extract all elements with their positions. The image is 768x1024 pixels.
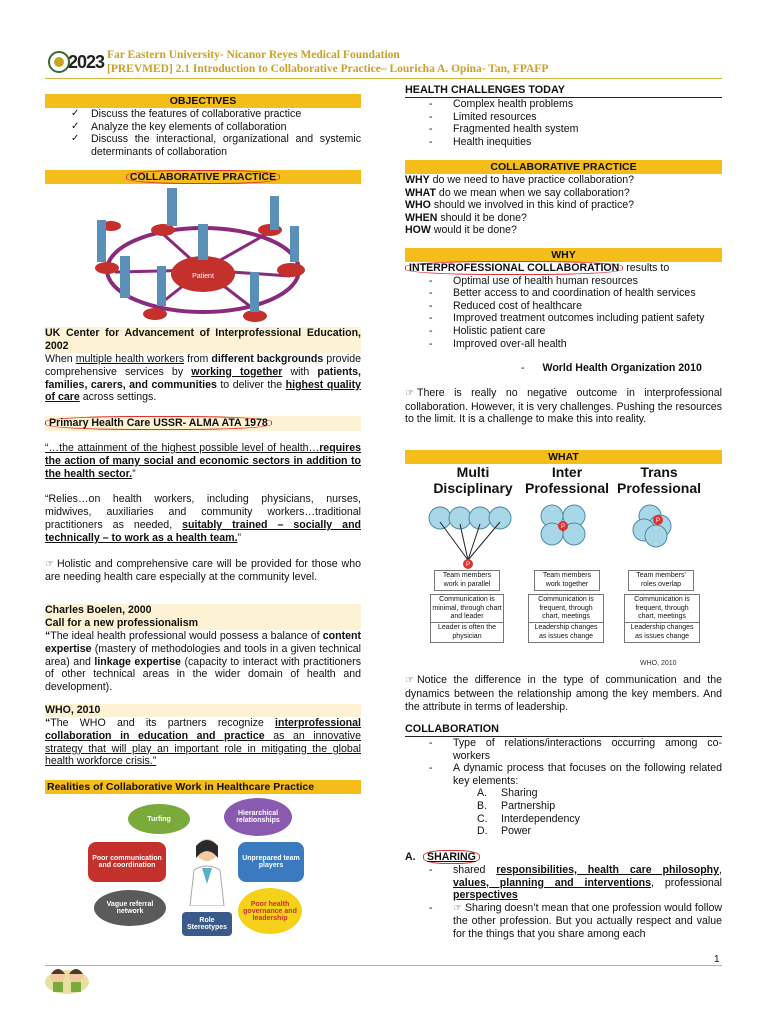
collaboration-title: COLLABORATION	[405, 723, 722, 737]
collab-question: WHY do we need to have practice collaboration?	[405, 174, 635, 186]
what-col-inter-heading: Inter Professional	[524, 464, 610, 496]
header-line-2: [PREVMED] 2.1 Introduction to Collaborative Practice– Louricha A. Opina- Tan, FPAFP	[107, 63, 549, 75]
why-item: - Reduced cost of healthcare	[405, 300, 722, 313]
what-box: Leadership changes as issues change	[528, 622, 604, 643]
what-box: Team members work together	[534, 570, 600, 591]
what-title: WHAT	[405, 450, 722, 464]
header-line-1: Far Eastern University- Nicanor Reyes Medical Foundation	[107, 49, 400, 61]
sharing-item: - shared responsibilities, health care philosophy, values, planning and interventions, professional perspectives	[405, 864, 722, 902]
what-box: Communication is frequent, through chart, meetings	[624, 594, 700, 624]
why-item: - Improved treatment outcomes including patient safety	[405, 312, 722, 325]
collab-question: WHAT do we mean when we say collaboration?	[405, 186, 630, 199]
physician-marker: P	[560, 524, 566, 530]
bubble-unprepared: Unprepared team players	[238, 842, 304, 882]
what-box: Communication is minimal, through chart and leader	[430, 594, 504, 624]
collaboration-elements	[405, 787, 722, 837]
what-box: Team members' roles overlap	[628, 570, 694, 591]
what-col-multi-heading: Multi Disciplinary	[433, 464, 513, 496]
bubble-role-stereotypes: Role Stereotypes	[182, 912, 232, 936]
bubble-poor-communication: Poor communication and coordination	[88, 842, 166, 882]
logo-year: 2023	[68, 52, 105, 72]
alma-ata-label: Primary Health Care USSR- ALMA ATA 1978	[45, 416, 272, 430]
pointing-hand-icon: ☞	[405, 675, 414, 686]
realities-figure	[88, 796, 318, 938]
what-box: Communication is frequent, through chart, meetings	[528, 594, 604, 624]
challenge-item: - Complex health problems	[405, 98, 722, 111]
why-item: - Better access to and coordination of health services	[405, 287, 722, 300]
objectives-list	[45, 108, 361, 158]
what-box: Team members work in parallel	[434, 570, 500, 591]
why-lead: INTERPROFESSIONAL COLLABORATION results to	[405, 262, 722, 275]
collab-question: WHO should we involved in this kind of practice?	[405, 199, 635, 212]
why-list	[405, 275, 722, 351]
health-challenges-title: HEALTH CHALLENGES TODAY	[405, 84, 722, 98]
element-item: A. Sharing	[477, 787, 538, 800]
alma-ata-heading	[45, 416, 361, 431]
what-comparison-figure	[424, 464, 714, 674]
boelen-body: “The ideal health professional would possess a balance of content expertise (mastery of methodologies and tools in a given technical area) and linkage expertise (capacity to interact with practitioners of other technical areas in the wider domain of health and development).	[45, 630, 361, 694]
pointing-hand-icon: ☞	[45, 558, 54, 570]
what-source: WHO, 2010	[640, 660, 677, 667]
doctor-illustration-icon	[182, 836, 232, 906]
why-title: WHY	[405, 248, 722, 262]
header-rule	[45, 78, 722, 79]
collab-question: WHEN should it be done?	[405, 211, 527, 224]
element-item: C. Interdependency	[477, 812, 580, 825]
alma-ata-note: ☞ Holistic and comprehensive care will be provided for those who are needing health care especially at the community level.	[45, 557, 361, 584]
collaborative-practice-title	[45, 170, 361, 184]
sharing-list	[405, 864, 722, 941]
physician-marker: P	[465, 562, 471, 568]
bubble-hierarchical: Hierarchical relationships	[224, 798, 292, 836]
pointing-hand-icon: ☞	[405, 387, 414, 399]
element-item: D. Power	[477, 825, 532, 838]
footer-rule	[45, 965, 722, 966]
why-item: - Optimal use of health human resources	[405, 275, 722, 288]
collaboration-list	[405, 737, 722, 787]
collaboration-item: - Type of relations/interactions occurring among co-workers	[405, 737, 722, 762]
collaboration-item: - A dynamic process that focuses on the following related key elements:	[405, 762, 722, 787]
who-body: “The WHO and its partners recognize interprofessional collaboration in education and practice as an innovative strategy that will play an important role in mitigating the global health workforce crisis.”	[45, 717, 361, 768]
page-number: 1	[714, 954, 720, 965]
why-note: ☞ There is really no negative outcome in interprofessional collaboration. However, it is very challenges. Pushing the resources to the limit. It is a challenge to make this into reality.	[405, 386, 722, 426]
bubble-poor-governance: Poor health governance and leadership	[238, 888, 302, 934]
collaborative-practice-label: COLLABORATIVE PRACTICE	[126, 170, 280, 184]
uk-center-heading: UK Center for Advancement of Interprofessional Education, 2002	[45, 327, 361, 352]
figure-center-label: Patient	[192, 273, 214, 280]
collab-question: HOW would it be done?	[405, 224, 517, 237]
pointing-hand-icon: ☞	[453, 902, 462, 914]
mascot-illustration-icon	[44, 962, 90, 996]
challenge-item: - Health inequities	[405, 136, 722, 149]
collaborative-team-figure	[85, 186, 315, 324]
bubble-turfing: Turfing	[128, 804, 190, 834]
why-item: - Holistic patient care	[405, 325, 722, 338]
element-item: B. Partnership	[477, 799, 556, 812]
what-box: Leadership changes as issues change	[624, 622, 700, 643]
realities-title: Realities of Collaborative Work in Healthcare Practice	[45, 780, 361, 794]
header-logo	[48, 46, 105, 78]
what-box: Leader is often the physician	[430, 622, 504, 643]
what-col-trans-heading: Trans Professional	[616, 464, 702, 496]
sharing-item: - ☞ Sharing doesn’t mean that one profession would follow the other profession. But you actually respect and value for the things that you share among each	[405, 902, 722, 941]
who-heading: WHO, 2010	[45, 704, 361, 717]
boelen-heading: Charles Boelen, 2000 Call for a new professionalism	[45, 604, 361, 630]
objective-item: ✓ Analyze the key elements of collaboration	[45, 121, 361, 134]
bubble-vague-referral: Vague referral network	[94, 890, 166, 926]
physician-marker: P	[655, 518, 661, 524]
objective-item: ✓ Discuss the features of collaborative practice	[45, 108, 361, 121]
alma-ata-quote-1: “…the attainment of the highest possible level of health…requires the action of many social and economic sectors in addition to the health sector.”	[45, 442, 361, 480]
challenge-item: - Fragmented health system	[405, 123, 722, 136]
challenge-item: - Limited resources	[405, 111, 722, 124]
why-source: - World Health Organization 2010	[521, 362, 702, 375]
what-note: ☞ Notice the difference in the type of communication and the dynamics between the relationship among the key members. And the attribute in terms of leadership.	[405, 674, 722, 713]
sharing-title: A. SHARING	[405, 851, 722, 864]
alma-ata-quote-2: “Relies…on health workers, including physicians, nurses, midwives, auxiliaries and community workers…traditional practitioners as needed, suitably trained – socially and technically – to work as a health team.”	[45, 493, 362, 544]
health-challenges-list	[405, 98, 722, 148]
why-item: - Improved over-all health	[405, 338, 722, 351]
collab-practice-right-title: COLLABORATIVE PRACTICE	[405, 160, 722, 174]
uk-center-body: When multiple health workers from different backgrounds provide comprehensive services by working together with patients, families, carers, and communities to deliver the highest quality of care across settings.	[45, 353, 362, 404]
objective-item: ✓ Discuss the interactional, organizational and systemic determinants of collaboration	[45, 133, 361, 158]
footer-mascots	[44, 962, 90, 996]
objectives-title: OBJECTIVES	[45, 94, 361, 108]
